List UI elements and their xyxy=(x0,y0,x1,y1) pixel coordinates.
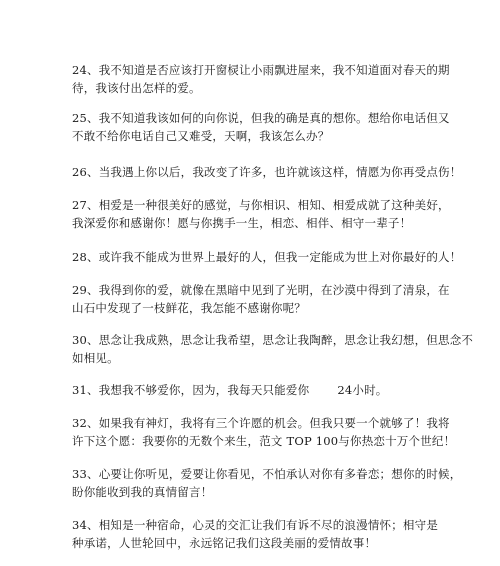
paragraph-line: 33、心要让你听见，爱要让你看见，不怕承认对你有多眷恋；想你的时候， xyxy=(72,467,462,481)
paragraph-line: 25、我不知道我该如何的向你说，但我的确是真的想你。想给你电话但又 xyxy=(72,111,450,125)
paragraph-32 xyxy=(72,414,456,450)
paragraph-line: 34、相知是一种宿命，心灵的交汇让我们有诉不尽的浪漫情怀；相守是 xyxy=(72,518,439,532)
paragraph-line: 如相见。 xyxy=(72,351,119,365)
paragraph-line: 29、我得到你的爱，就像在黑暗中见到了光明，在沙漠中得到了清泉，在 xyxy=(72,283,450,297)
paragraph-26 xyxy=(72,163,462,181)
paragraph-line: 盼你能收到我的真情留言！ xyxy=(72,485,213,499)
paragraph-line: 32、如果我有神灯，我将有三个许愿的机会。但我只要一个就够了！我将 xyxy=(72,416,450,430)
paragraph-line: 我深爱你和感谢你！愿与你携手一生，相恋、相伴、相守一辈子！ xyxy=(72,216,412,230)
paragraph-line: 28、或许我不能成为世界上最好的人，但我一定能成为世上对你最好的人！ xyxy=(72,250,462,264)
paragraph-line: 24、我不知道是否应该打开窗棂让小雨飘进屋来，我不知道面对春天的期 xyxy=(72,63,450,77)
paragraph-27 xyxy=(72,196,450,232)
paragraph-29 xyxy=(72,281,450,317)
paragraph-line: 许下这个愿：我要你的无数个来生，范文 TOP 100与你热恋十万个世纪！ xyxy=(72,434,456,448)
paragraph-line: 26、当我遇上你以后，我改变了许多，也许就该这样，情愿为你再受点伤！ xyxy=(72,165,462,179)
paragraph-31 xyxy=(72,381,412,399)
paragraph-line: 30、思念让我成熟，思念让我希望，思念让我陶醉，思念让我幻想，但思念不 xyxy=(72,333,474,347)
paragraph-line: 种承诺，人世轮回中，永远铭记我们这段美丽的爱情故事！ xyxy=(72,536,377,550)
paragraph-34 xyxy=(72,516,439,552)
paragraph-28 xyxy=(72,248,462,266)
paragraph-25 xyxy=(72,109,450,145)
paragraph-line: 待，我该付出怎样的爱。 xyxy=(72,81,201,95)
paragraph-line xyxy=(72,381,412,399)
paragraph-line: 27、相爱是一种很美好的感觉，与你相识、相知、相爱成就了这种美好， xyxy=(72,198,450,212)
paragraph-line: 山石中发现了一枝鲜花，我怎能不感谢你呢？ xyxy=(72,301,306,315)
paragraph-text-a: 31、我想我不够爱你，因为，我每天只能爱你 xyxy=(72,383,310,397)
paragraph-text-b: 24小时。 xyxy=(337,383,388,397)
paragraph-30 xyxy=(72,331,474,367)
paragraph-line: 不敢不给你电话自己又难受，天啊，我该怎么办？ xyxy=(72,129,330,143)
paragraph-24 xyxy=(72,61,450,97)
paragraph-33 xyxy=(72,465,462,501)
